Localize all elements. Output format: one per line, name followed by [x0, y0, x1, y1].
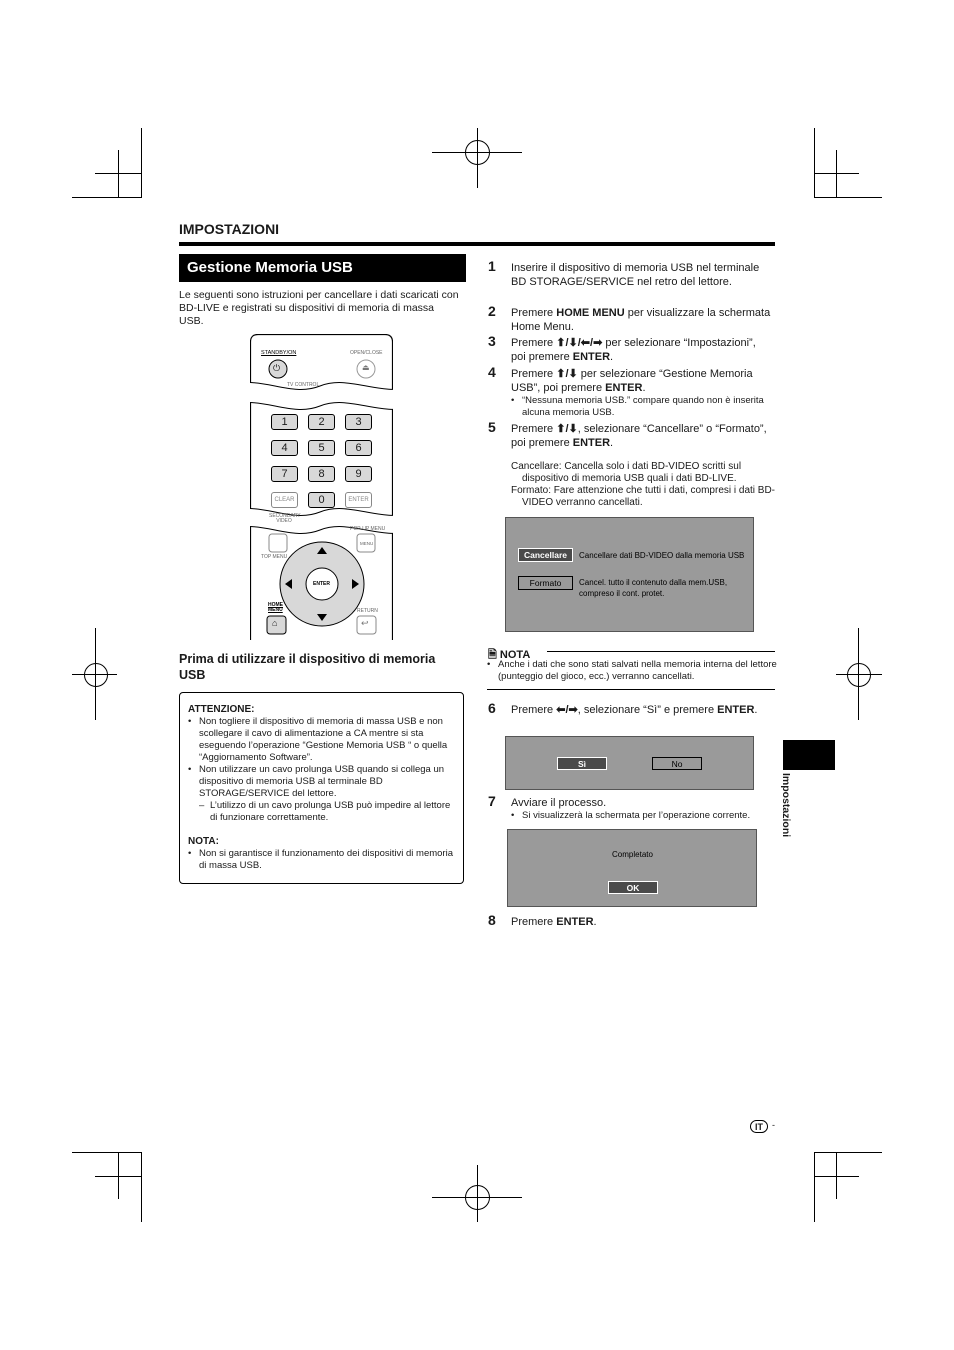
confirm-screen [505, 736, 754, 790]
nota-rule [487, 689, 775, 690]
step-number: 8 [488, 912, 496, 928]
step-number: 2 [488, 303, 496, 319]
nota-text: • Anche i dati che sono stati salvati nella memoria interna del lettore (punteggio del gioco, ecc.) verranno cancellati. [487, 659, 786, 683]
key-8[interactable]: 8 [308, 466, 335, 482]
key-9[interactable]: 9 [345, 466, 372, 482]
step-number: 7 [488, 793, 496, 809]
step-5-text: Premere ⬆/⬇, selezionare “Cancellare” o “Formato”, poi premere ENTER. [511, 423, 767, 449]
remote-body [250, 334, 393, 640]
no-button[interactable]: No [652, 757, 702, 770]
chapter-tab [783, 740, 835, 770]
menu-button-label[interactable]: MENU [360, 541, 374, 546]
ok-button[interactable]: OK [608, 881, 658, 894]
open-close-label: OPEN/CLOSE [350, 350, 383, 356]
return-icon[interactable]: ↩ [361, 618, 369, 628]
key-4[interactable]: 4 [271, 440, 298, 456]
home-menu-label: HOME MENU [268, 602, 283, 613]
step-number: 1 [488, 258, 496, 274]
key-3[interactable]: 3 [345, 414, 372, 430]
caution-nota-heading: NOTA: [188, 836, 219, 847]
power-icon[interactable]: ⏻ [273, 363, 281, 373]
format-option-button[interactable]: Formato [518, 576, 573, 590]
step-4-note: • “Nessuna memoria USB.” compare quando non è inserita alcuna memoria USB. [511, 395, 771, 419]
step-number: 3 [488, 333, 496, 349]
yes-button[interactable]: Sì [557, 757, 607, 770]
standby-label: STANDBY/ON [261, 350, 297, 356]
key-2[interactable]: 2 [308, 414, 335, 430]
caution-heading: ATTENZIONE: [188, 704, 255, 715]
title-bar [179, 254, 466, 282]
option-descriptions [511, 461, 776, 509]
remote-illustration [250, 334, 393, 640]
key-7[interactable]: 7 [271, 466, 298, 482]
arrows-icon: ⬆/⬇ [556, 423, 578, 435]
page-number: - [772, 1120, 775, 1130]
note-icon: 🗎 [488, 649, 497, 661]
caution-box [179, 692, 464, 884]
step-7-text: Avviare il processo. • Si visualizzerà la schermata per l’operazione corrente. [511, 796, 771, 822]
arrows-icon: ⬆/⬇ [556, 368, 578, 380]
clear-key[interactable]: CLEAR [271, 492, 298, 508]
format-option-hint: Cancel. tutto il contenuto dalla mem.USB, compreso il cont. protet. [579, 578, 728, 598]
popup-menu-label: POP-UP MENU [350, 526, 386, 532]
key-0[interactable]: 0 [308, 492, 335, 508]
cancel-option-desc: Cancellare: Cancella solo i dati BD-VIDEO scritti sul dispositivo di memoria USB quali i dati BD-LIVE. [511, 461, 742, 484]
chapter-label: Impostazioni [780, 773, 792, 838]
key-5[interactable]: 5 [308, 440, 335, 456]
return-label: RETURN [357, 608, 378, 614]
caution-nota-item: • Non si garantisce il funzionamento dei dispositivi di memoria di massa USB. [188, 848, 455, 872]
secondary-video-label: SECONDARY VIDEO [269, 513, 301, 524]
step-2-text: Premere HOME MENU per visualizzare la schermata Home Menu. [511, 307, 771, 333]
completed-message: Completato [612, 850, 653, 859]
completed-screen [507, 829, 757, 907]
step-number: 6 [488, 700, 496, 716]
enter-button-label[interactable]: ENTER [313, 581, 330, 587]
intro-text: Le seguenti sono istruzioni per cancellare i dati scaricati con BD-LIVE e registrati su dispositivi di memoria di massa USB. [179, 289, 459, 327]
language-badge: IT [750, 1120, 768, 1133]
key-6[interactable]: 6 [345, 440, 372, 456]
step-number: 5 [488, 419, 496, 435]
caution-item: • Non togliere il dispositivo di memoria di massa USB e non scollegare il cavo di alimentazione a CA mentre si sta eseguendo l’operazione “Gestione Memoria USB “ o quella “Aggiornamento Software”. [188, 716, 455, 764]
nota-rule [547, 651, 775, 652]
cancel-option-hint: Cancellare dati BD-VIDEO dalla memoria USB [579, 551, 745, 560]
arrows-icon: ⬅/➡ [556, 704, 578, 716]
eject-icon[interactable]: ⏏ [362, 363, 370, 372]
caution-sub-item: – L’utilizzo di un cavo prolunga USB può impedire al lettore di funzionare correttamente. [188, 800, 455, 824]
step-7-note: • Si visualizzerà la schermata per l’operazione corrente. [511, 810, 771, 822]
step-3-text: Premere ⬆/⬇/⬅/➡ per selezionare “Impostazioni”, poi premere ENTER. [511, 337, 756, 363]
home-icon[interactable]: ⌂ [272, 618, 278, 628]
step-number: 4 [488, 364, 496, 380]
format-option-desc: Formato: Fare attenzione che tutti i dati, compresi i dati BD-VIDEO verranno cancellati. [511, 485, 775, 508]
usb-manage-screen [505, 517, 754, 632]
top-menu-label: TOP MENU [261, 554, 288, 560]
section-header: IMPOSTAZIONI [179, 221, 280, 237]
key-1[interactable]: 1 [271, 414, 298, 430]
step-8-text: Premere ENTER. [511, 916, 597, 928]
cancel-option-button[interactable]: Cancellare [518, 548, 573, 562]
step-4-text: Premere ⬆/⬇ per selezionare “Gestione Memoria USB”, poi premere ENTER. • “Nessuna memoria USB.” compare quando non è inserita alcuna memoria USB. [511, 367, 771, 419]
header-rule [179, 242, 775, 246]
nota-heading: 🗎 NOTA [488, 649, 531, 661]
step-1-text: Inserire il dispositivo di memoria USB nel terminale BD STORAGE/SERVICE nel retro del lettore. [511, 262, 760, 288]
tv-control-label: TV CONTROL [287, 382, 320, 388]
page-title: Gestione Memoria USB [187, 259, 353, 276]
sub-heading: Prima di utilizzare il dispositivo di memoria USB [179, 652, 436, 682]
caution-item: • Non utilizzare un cavo prolunga USB quando si collega un dispositivo di memoria USB al terminale BD STORAGE/SERVICE del lettore. [188, 764, 455, 800]
step-6-text: Premere ⬅/➡, selezionare “Sì” e premere ENTER. [511, 704, 758, 716]
enter-key[interactable]: ENTER [345, 492, 372, 508]
arrows-icon: ⬆/⬇/⬅/➡ [556, 337, 603, 349]
